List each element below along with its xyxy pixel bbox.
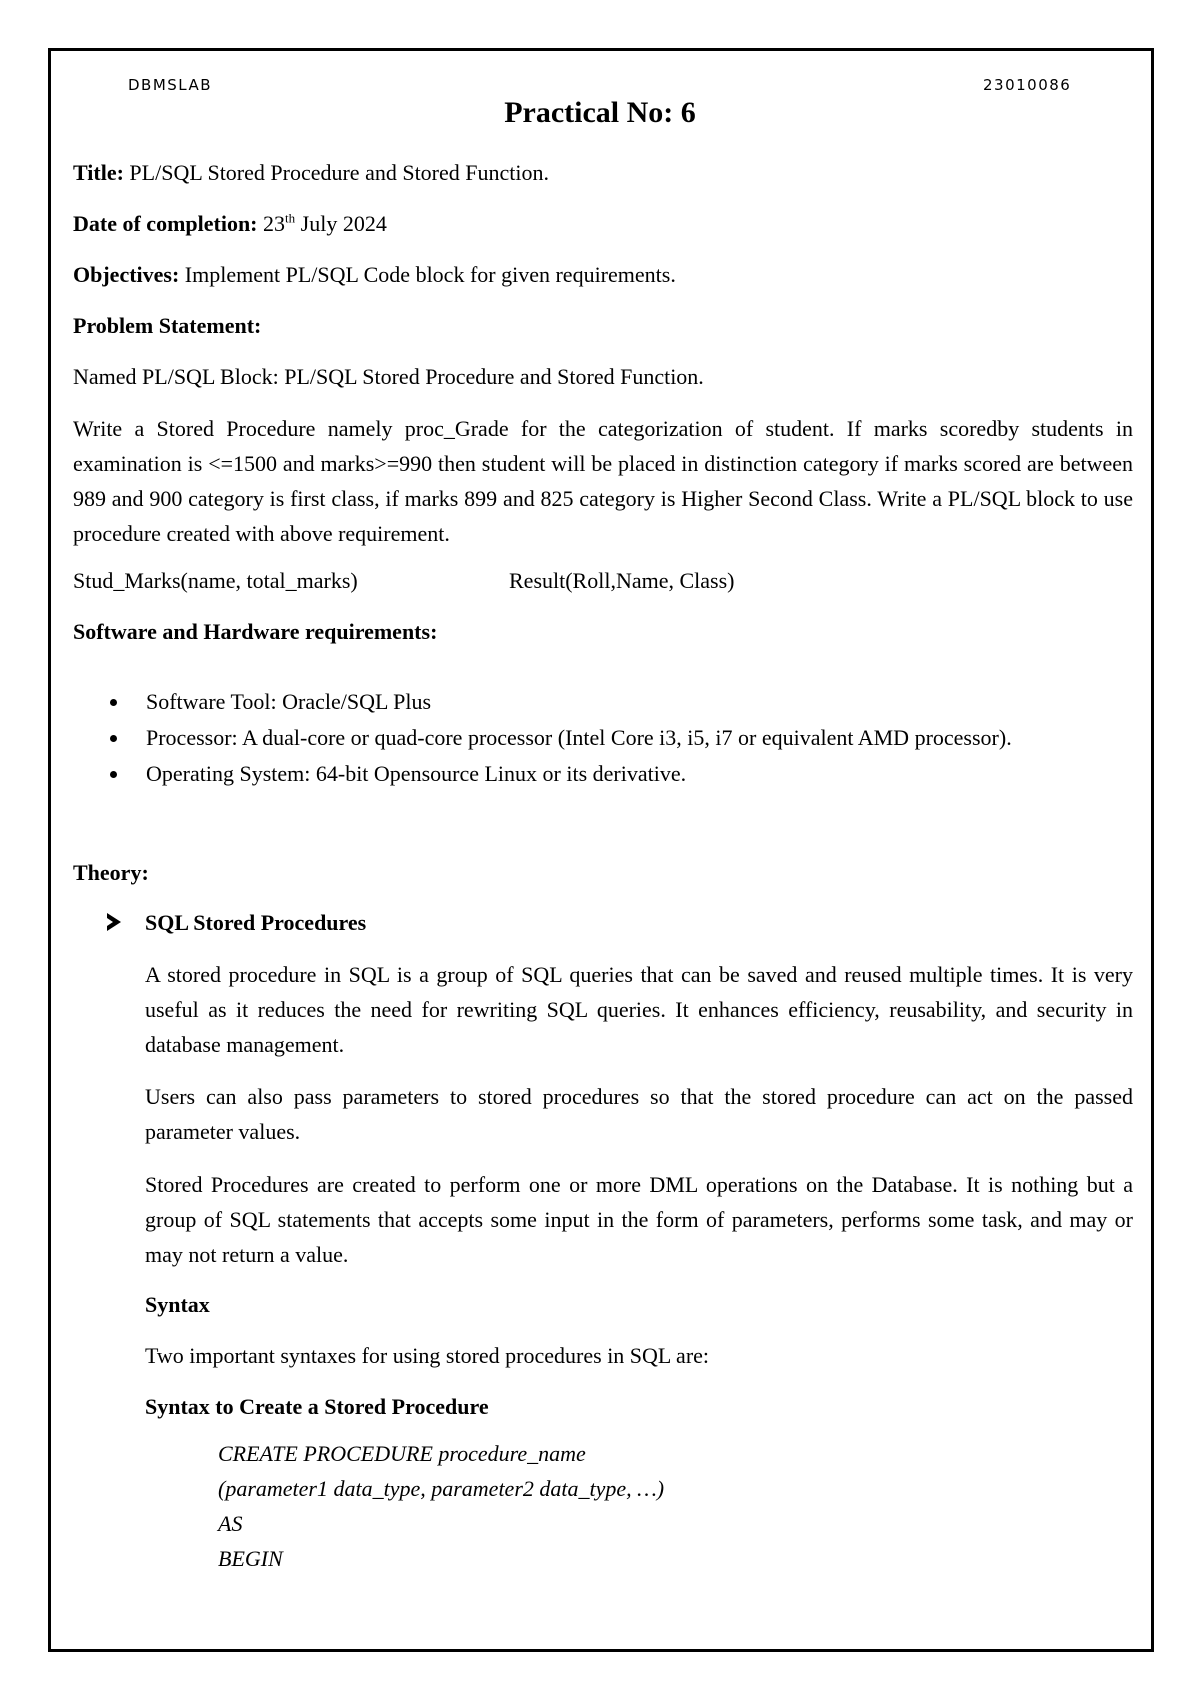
objectives-label: Objectives: — [73, 262, 180, 287]
code-line: (parameter1 data_type, parameter2 data_type, …) — [218, 1476, 665, 1501]
requirements-list — [100, 684, 1132, 792]
syntax-intro: Two important syntaxes for using stored procedures in SQL are: — [145, 1343, 710, 1368]
theory-para-1: A stored procedure in SQL is a group of SQL queries that can be saved and reused multiple times. It is very useful as it reduces the need for rewriting SQL queries. It enhances efficiency, reusability, and security in database management. — [145, 962, 1133, 1057]
code-line: BEGIN — [218, 1546, 283, 1571]
bullet-icon — [110, 735, 117, 742]
requirements-heading: Software and Hardware requirements: — [73, 619, 438, 644]
code-block — [218, 1436, 664, 1576]
requirement-text: Operating System: 64-bit Opensource Linux or its derivative. — [146, 761, 687, 786]
syntax-create-heading: Syntax to Create a Stored Procedure — [145, 1394, 489, 1419]
table2-schema: Result(Roll,Name, Class) — [509, 568, 735, 593]
list-item — [100, 720, 1132, 756]
page-title: Practical No: 6 — [504, 96, 696, 129]
title-value: PL/SQL Stored Procedure and Stored Function. — [123, 160, 550, 185]
date-label: Date of completion: — [73, 211, 258, 236]
objectives-line — [73, 262, 676, 288]
theory-para-2: Users can also pass parameters to stored procedures so that the stored procedure can act on the passed parameter values. — [145, 1084, 1133, 1144]
date-sup: th — [285, 210, 296, 226]
objectives-value: Implement PL/SQL Code block for given requirements. — [179, 262, 676, 287]
table1-schema: Stud_Marks(name, total_marks) — [73, 568, 358, 593]
header-left: DBMSLAB — [128, 76, 213, 94]
theory-heading: Theory: — [73, 860, 149, 885]
theory-para-3: Stored Procedures are created to perform one or more DML operations on the Database. It is nothing but a group of SQL statements that accepts some input in the form of parameters, performs some task, and may or may not return a value. — [145, 1172, 1133, 1267]
header-right: 23010086 — [983, 76, 1072, 94]
requirement-text: Processor: A dual-core or quad-core processor (Intel Core i3, i5, i7 or equivalent AMD processor). — [146, 725, 1012, 750]
title-label: Title: — [73, 160, 124, 185]
code-line: CREATE PROCEDURE procedure_name — [218, 1441, 586, 1466]
bullet-icon — [110, 771, 117, 778]
date-line — [73, 211, 387, 237]
arrow-bullet-icon — [107, 913, 121, 931]
named-block-line: Named PL/SQL Block: PL/SQL Stored Procedure and Stored Function. — [73, 364, 704, 389]
date-day: 23 — [257, 211, 286, 236]
list-item — [100, 756, 1132, 792]
problem-description: Write a Stored Procedure namely proc_Grade for the categorization of student. If marks scoredby students in examination is <=1500 and marks>=990 then student will be placed in distinction category if marks scored are between 989 and 900 category is first class, if marks 899 and 825 category is Higher Second Class. Write a PL/SQL block to use procedure created with above requirement. — [73, 416, 1133, 546]
bullet-icon — [110, 699, 117, 706]
code-line: AS — [218, 1511, 243, 1536]
list-item — [100, 684, 1132, 720]
title-line — [73, 160, 549, 186]
problem-heading: Problem Statement: — [73, 313, 262, 338]
date-rest: July 2024 — [295, 211, 387, 236]
requirement-text: Software Tool: Oracle/SQL Plus — [146, 689, 432, 714]
syntax-heading: Syntax — [145, 1292, 210, 1317]
theory-subheading: SQL Stored Procedures — [145, 910, 367, 935]
